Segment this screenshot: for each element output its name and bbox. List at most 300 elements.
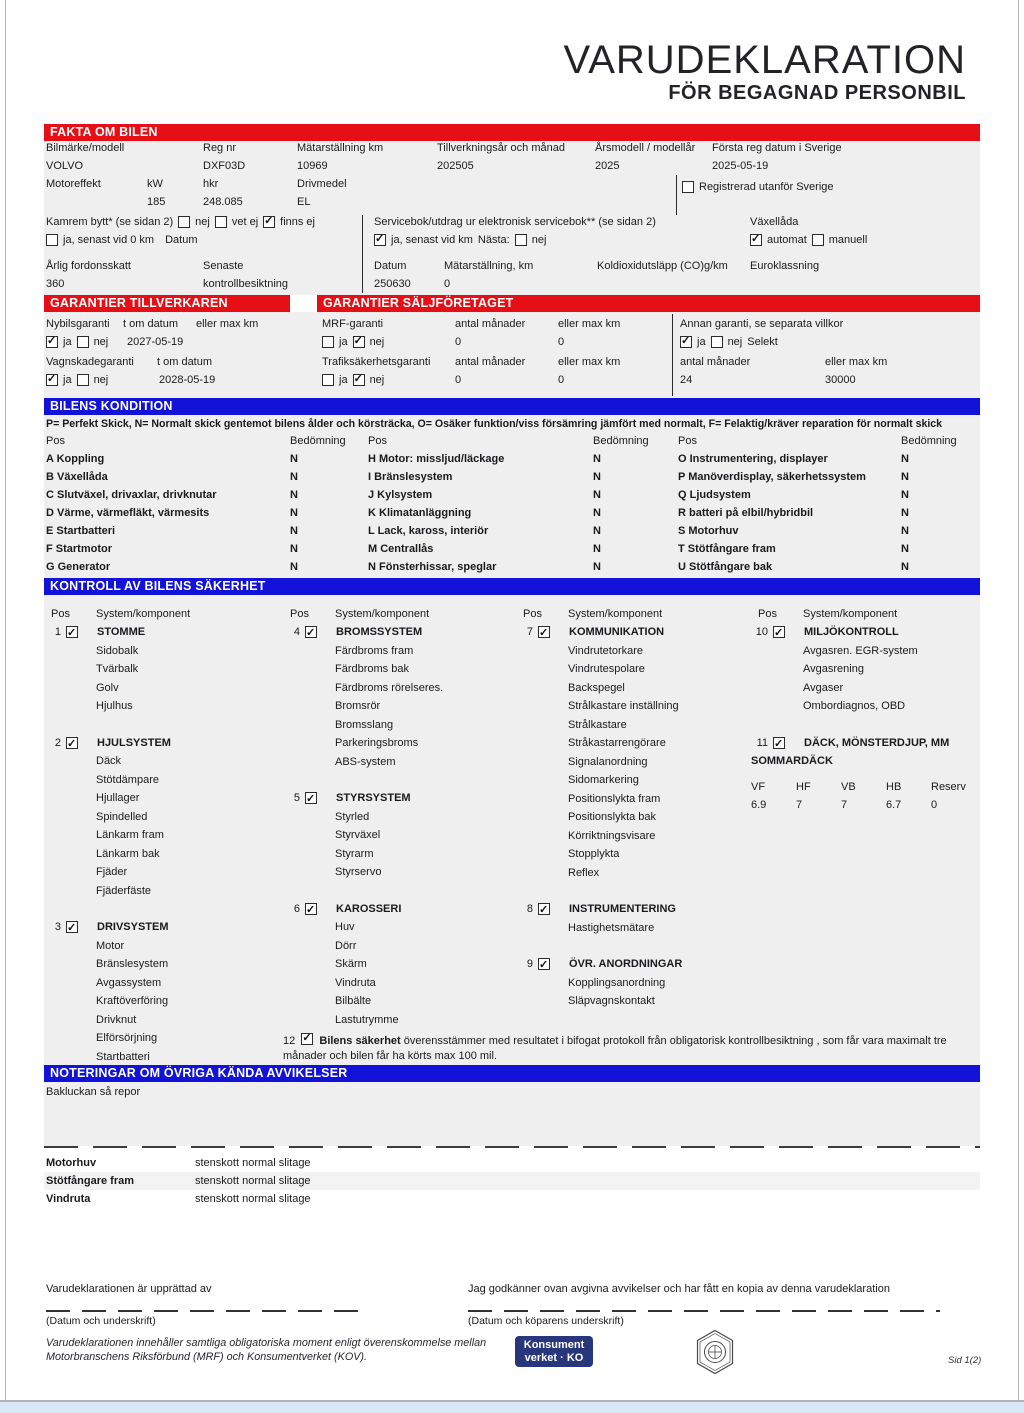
annan-ja-checkbox[interactable] — [680, 336, 692, 348]
servicebok-nej-label: nej — [531, 234, 547, 246]
inspection-label-2: kontrollbesiktning — [203, 278, 288, 290]
safety-group-checkbox[interactable] — [66, 921, 78, 933]
bedomning-header: Bedömning — [901, 435, 957, 447]
annan-months-value: 24 — [680, 374, 693, 386]
safety-group — [44, 918, 283, 1066]
kw-value: 185 — [147, 196, 166, 208]
field-label: antal månader — [455, 356, 526, 368]
condition-row — [46, 540, 368, 558]
safety-group-checkbox[interactable] — [773, 626, 785, 638]
safety-item: Styrarm — [335, 847, 374, 860]
safety-item: Färdbroms rörelseres. — [335, 681, 444, 694]
safety-group-header — [516, 623, 751, 642]
safety-group — [751, 734, 980, 814]
safety-group-checkbox[interactable] — [66, 737, 78, 749]
safety-pos: 6 — [293, 902, 300, 915]
safety-pos: 12 — [283, 1035, 296, 1047]
safety-item: Elförsörjning — [96, 1032, 158, 1044]
safety-item: Spindelled — [96, 810, 148, 823]
datum-label: Datum — [374, 260, 407, 272]
condition-grade: N — [290, 543, 298, 555]
registered-abroad-checkbox[interactable] — [682, 181, 694, 193]
section-header-garantier-tillverkaren: GARANTIER TILLVERKAREN — [44, 295, 290, 312]
safety-item: Fjäderfäste — [96, 884, 152, 897]
section-header-kondition: BILENS KONDITION — [44, 398, 980, 415]
note-row — [44, 1190, 980, 1208]
safety-item: Hjulhus — [96, 700, 133, 712]
condition-label: J Kylsystem — [368, 489, 433, 501]
safety-column — [283, 605, 516, 1084]
safety-group-subtitle: SOMMARDÄCK — [751, 755, 833, 767]
condition-label: Q Ljudsystem — [678, 489, 751, 501]
nybilsgaranti-ja-checkbox[interactable] — [46, 336, 58, 348]
condition-label: H Motor: missljud/läckage — [368, 453, 505, 465]
safety-item: Släpvagnskontakt — [568, 995, 655, 1007]
condition-row — [678, 468, 978, 486]
safety-item: Backspegel — [568, 681, 625, 694]
pos-header: Pos — [523, 608, 542, 620]
prepared-by-label: Varudeklarationen är upprättad av — [46, 1283, 212, 1295]
safety-group-header — [283, 623, 516, 642]
annan-garanti-label: Annan garanti, se separata villkor — [680, 318, 844, 330]
odometer-value: 10969 — [297, 160, 328, 172]
nej-label: nej — [93, 374, 109, 386]
note-row — [44, 1154, 980, 1172]
section-header-noteringar: NOTERINGAR OM ÖVRIGA KÄNDA AVVIKELSER — [44, 1065, 980, 1082]
safety-item: Strålkastare inställning — [568, 700, 679, 712]
nej-label: nej — [369, 374, 385, 386]
first-reg-value: 2025-05-19 — [712, 160, 769, 172]
safety-pos: 4 — [293, 626, 300, 638]
registered-abroad-row — [682, 181, 834, 193]
system-header: System/komponent — [803, 608, 898, 620]
condition-label: A Koppling — [46, 453, 105, 465]
fuel-value: EL — [297, 196, 311, 208]
safety-pos: 8 — [526, 903, 533, 915]
safety-group-checkbox[interactable] — [538, 958, 550, 970]
seller-signature-caption: (Datum och underskrift) — [46, 1315, 156, 1327]
trafik-nej-checkbox[interactable] — [353, 374, 365, 386]
sakerhet-section — [44, 595, 980, 1065]
safety-group-header — [44, 734, 283, 753]
safety-group-checkbox[interactable] — [305, 626, 317, 638]
condition-row — [368, 540, 678, 558]
safety-group-title: DRIVSYSTEM — [97, 921, 169, 933]
kondition-section — [44, 415, 980, 578]
document-title: VARUDEKLARATION — [563, 38, 966, 82]
condition-label: B Växellåda — [46, 471, 108, 483]
note-text: stenskott normal slitage — [195, 1175, 311, 1187]
condition-row — [46, 522, 368, 540]
safety-group-title: BROMSSYSTEM — [336, 626, 423, 638]
condition-column — [678, 432, 978, 576]
buyer-signature-caption: (Datum och köparens underskrift) — [468, 1315, 624, 1327]
annan-janej-row — [680, 336, 778, 348]
euro-label: Euroklassning — [750, 260, 820, 272]
safety-item: Länkarm bak — [96, 847, 160, 860]
condition-row — [678, 486, 978, 504]
ja-label: ja — [63, 374, 72, 386]
safety-pos: 5 — [293, 792, 300, 804]
safety-group-header — [516, 900, 751, 919]
tire-header-cell: Reserv — [931, 780, 966, 793]
condition-grade: N — [901, 543, 909, 555]
field-label: antal månader — [455, 318, 526, 330]
hkr-value: 248.085 — [203, 196, 243, 208]
field-label: Drivmedel — [297, 178, 347, 190]
note-part: Motorhuv — [46, 1157, 97, 1169]
window-bottom-bar — [0, 1400, 1024, 1413]
note-part: Vindruta — [46, 1193, 91, 1205]
regnr-value: DXF03D — [203, 160, 246, 172]
vagnskadegaranti-nej-checkbox[interactable] — [77, 374, 89, 386]
tire-header-cell: VB — [841, 780, 856, 793]
trafik-ja-checkbox[interactable] — [322, 374, 334, 386]
condition-label: E Startbatteri — [46, 525, 116, 537]
safety-item: Länkarm fram — [96, 829, 164, 841]
note-text: stenskott normal slitage — [195, 1157, 311, 1169]
bedomning-header: Bedömning — [593, 435, 649, 447]
condition-grade: N — [290, 489, 298, 501]
page-number: Sid 1(2) — [948, 1355, 982, 1366]
safety-item: Sidomarkering — [568, 774, 639, 786]
tire-value-row — [751, 796, 980, 814]
field-label: Mätarställning km — [297, 142, 384, 154]
servicebok-ja-checkbox[interactable] — [374, 234, 386, 246]
mrf-nej-checkbox[interactable] — [353, 336, 365, 348]
field-label: eller max km — [558, 356, 621, 368]
condition-row — [368, 486, 678, 504]
system-header: System/komponent — [96, 608, 191, 620]
kamrem-finnsej-label: finns ej — [280, 216, 315, 228]
sakerhet-columns — [44, 595, 980, 1084]
safety-group-header — [283, 789, 516, 808]
safety-item: Strålkastare — [568, 718, 627, 731]
safety-group — [516, 623, 751, 882]
safety-group-checkbox[interactable] — [773, 737, 785, 749]
condition-label: F Startmotor — [46, 543, 112, 555]
safety-column-header — [751, 605, 980, 623]
mrf-max-value: 0 — [558, 336, 565, 348]
condition-grade: N — [593, 543, 601, 555]
safety-pos: 10 — [755, 626, 768, 638]
annan-max-value: 30000 — [825, 374, 856, 386]
section-header-sakerhet: KONTROLL AV BILENS SÄKERHET — [44, 578, 980, 595]
nej-label: nej — [727, 336, 743, 348]
kamrem-label: Kamrem bytt* (se sidan 2) — [46, 216, 174, 228]
safety-pos: 2 — [54, 736, 61, 749]
safety-group-header — [283, 900, 516, 919]
kamrem-row — [46, 216, 315, 228]
condition-row — [678, 558, 978, 576]
condition-grade: N — [901, 525, 909, 537]
section-header-fakta: FAKTA OM BILEN — [44, 124, 980, 141]
form-content — [44, 0, 980, 1400]
safety-item12-text: överensstämmer med resultatet i bifogat protokoll från obligatorisk kontrollbesiktning , som får vara maximalt tre månader och bilen får ha körts max 100 mil. — [283, 1035, 947, 1062]
condition-grade: N — [290, 453, 298, 465]
condition-label: M Centrallås — [368, 543, 434, 555]
safety-column-header — [283, 605, 516, 623]
service-km-value: 0 — [444, 278, 451, 290]
safety-group-header — [44, 918, 283, 937]
condition-label: R batteri på elbil/hybridbil — [678, 507, 814, 519]
nybilsgaranti-datum-value: 2027-05-19 — [127, 336, 184, 348]
safety-group-header — [516, 955, 751, 974]
registered-abroad-label: Registrerad utanför Sverige — [699, 181, 834, 193]
brand-model-value: VOLVO — [46, 160, 84, 172]
konsumentverket-logo-line2: verket · KO — [524, 1352, 584, 1364]
condition-label: O Instrumentering, displayer — [678, 453, 828, 465]
safety-group — [44, 623, 283, 716]
safety-pos: 3 — [54, 921, 61, 933]
konsumentverket-logo — [515, 1336, 593, 1367]
safety-item: Vindrutetorkare — [568, 644, 644, 657]
condition-label: T Stötfångare fram — [678, 543, 776, 555]
safety-item: Körriktningsvisare — [568, 829, 656, 842]
condition-row — [46, 486, 368, 504]
buyer-signature-line[interactable] — [468, 1310, 940, 1312]
gearbox-label: Växellåda — [750, 216, 799, 228]
condition-row — [368, 558, 678, 576]
safety-item: Bilbälte — [335, 995, 372, 1007]
field-label: antal månader — [680, 356, 751, 368]
safety-pos: 1 — [54, 626, 61, 638]
notes-table — [44, 1154, 980, 1208]
condition-row — [46, 504, 368, 522]
mrf-logo — [694, 1329, 736, 1378]
safety-group — [283, 900, 516, 1030]
footer — [44, 1283, 980, 1393]
safety-item: Positionslykta bak — [568, 811, 657, 823]
legal-note: Varudeklarationen innehåller samtliga obligatoriska moment enligt överenskommelse mellan Motorbranschens Riksförbund (MRF) och Konsumentverket (KOV). — [46, 1337, 487, 1363]
ja-label: ja — [63, 336, 72, 348]
field-label: Första reg datum i Sverige — [712, 142, 842, 154]
km-label: Mätarställning, km — [444, 260, 534, 272]
safety-item: Skärm — [335, 958, 367, 970]
trafik-janej-row — [322, 374, 384, 386]
kamrem-finnsej-checkbox[interactable] — [263, 216, 275, 228]
condition-label: D Värme, värmefläkt, värmesits — [46, 507, 210, 519]
safety-group-checkbox[interactable] — [538, 903, 550, 915]
safety-item: Parkeringsbroms — [335, 737, 419, 749]
safety-item: Signalanordning — [568, 755, 648, 768]
kamrem-nej-checkbox[interactable] — [178, 216, 190, 228]
safety-group-header — [44, 623, 283, 642]
condition-row — [368, 468, 678, 486]
safety-item: Sidobalk — [96, 644, 139, 657]
kondition-table — [44, 432, 980, 576]
condition-label: L Lack, kaross, interiör — [368, 525, 489, 537]
gearbox-manuell-label: manuell — [828, 234, 868, 246]
kamrem-ja-checkbox[interactable] — [46, 234, 58, 246]
mrf-months-value: 0 — [455, 336, 462, 348]
fakta-section — [44, 141, 980, 295]
divider — [672, 314, 673, 396]
buyer-approval-text: Jag godkänner ovan avgivna avvikelser och har fått en kopia av denna varudeklaration — [468, 1283, 890, 1295]
condition-grade: N — [593, 525, 601, 537]
safety-item: Avgaser — [803, 681, 844, 694]
safety-item12-checkbox[interactable] — [301, 1033, 313, 1045]
condition-grade: N — [901, 561, 909, 573]
safety-group — [283, 789, 516, 882]
field-label: t om datum — [157, 356, 213, 368]
servicebok-label: Servicebok/utdrag ur elektronisk servicebok** (se sidan 2) — [374, 216, 656, 228]
condition-row — [46, 468, 368, 486]
condition-header-row — [368, 432, 678, 450]
safety-column — [44, 605, 283, 1084]
condition-grade: N — [290, 525, 298, 537]
safety-group-title: ÖVR. ANORDNINGAR — [569, 958, 683, 970]
condition-column — [368, 432, 678, 576]
safety-column-header — [516, 605, 751, 623]
safety-item: Hjullager — [96, 792, 140, 804]
tire-header-cell: HB — [886, 780, 902, 793]
condition-label: K Klimatanläggning — [368, 507, 472, 519]
safety-item: ABS-system — [335, 755, 396, 768]
noteringar-section — [44, 1082, 980, 1146]
tire-header-row — [751, 778, 980, 796]
safety-item: Styrled — [335, 810, 370, 823]
gearbox-automat-checkbox[interactable] — [750, 234, 762, 246]
field-label: Årsmodell / modellår — [595, 142, 696, 154]
pos-header: Pos — [368, 435, 387, 447]
divider — [362, 215, 363, 293]
annan-nej-checkbox[interactable] — [711, 336, 723, 348]
condition-label: I Bränslesystem — [368, 471, 453, 483]
condition-grade: N — [593, 489, 601, 501]
safety-item: Vindrutespolare — [568, 663, 645, 675]
kamrem-vetej-checkbox[interactable] — [215, 216, 227, 228]
safety-group-checkbox[interactable] — [538, 626, 550, 638]
inspection-label-1: Senaste — [203, 260, 244, 272]
safety-group-header — [751, 734, 980, 753]
safety-item: Avgasren. EGR-system — [803, 644, 918, 657]
safety-item: Huv — [335, 921, 355, 933]
condition-grade: N — [593, 471, 601, 483]
vagnskadegaranti-janej-row — [46, 374, 108, 386]
condition-row — [368, 522, 678, 540]
vagnskadegaranti-ja-checkbox[interactable] — [46, 374, 58, 386]
safety-item: Bränslesystem — [96, 958, 169, 970]
condition-label: U Stötfångare bak — [678, 561, 773, 573]
tire-header-cell: VF — [751, 780, 766, 793]
field-label: Tillverkningsår och månad — [437, 142, 565, 154]
condition-grade: N — [901, 471, 909, 483]
tire-value-cell: 6.9 — [751, 798, 767, 811]
trafik-months-value: 0 — [455, 374, 462, 386]
safety-item: Fjäder — [96, 866, 128, 878]
vagnskadegaranti-label: Vagnskadegaranti — [46, 356, 134, 368]
servicebok-nej-checkbox[interactable] — [515, 234, 527, 246]
safety-item: Stötdämpare — [96, 773, 159, 786]
safety-item: Färdbroms bak — [335, 663, 409, 675]
condition-row — [678, 504, 978, 522]
tire-value-cell: 7 — [796, 798, 803, 811]
condition-label: C Slutväxel, drivaxlar, drivknutar — [46, 489, 217, 501]
condition-grade: N — [290, 507, 298, 519]
page-right-border — [1018, 0, 1019, 1400]
mrf-ja-checkbox[interactable] — [322, 336, 334, 348]
notes-divider — [44, 1146, 980, 1148]
pos-header: Pos — [678, 435, 697, 447]
safety-group-title: INSTRUMENTERING — [569, 903, 676, 915]
kamrem-nej-label: nej — [195, 216, 210, 228]
ja-label: ja — [339, 374, 348, 386]
garantier-section — [44, 312, 980, 398]
field-label: kW — [147, 178, 163, 190]
condition-row — [678, 540, 978, 558]
safety-group-checkbox[interactable] — [305, 792, 317, 804]
safety-group-title: KOMMUNIKATION — [569, 626, 665, 638]
safety-item: Avgassystem — [96, 976, 162, 989]
ja-label: ja — [339, 336, 348, 348]
safety-item: Motor — [96, 939, 125, 952]
safety-item: Startbatteri — [96, 1050, 150, 1063]
condition-header-row — [678, 432, 978, 450]
safety-pos: 11 — [756, 736, 768, 749]
field-label: Reg nr — [203, 142, 237, 154]
condition-grade: N — [290, 471, 298, 483]
safety-item: Kopplingsanordning — [568, 976, 666, 989]
nybilsgaranti-nej-checkbox[interactable] — [77, 336, 89, 348]
gearbox-manuell-checkbox[interactable] — [812, 234, 824, 246]
system-header: System/komponent — [335, 608, 430, 620]
safety-item: Bromsslang — [335, 718, 394, 731]
safety-item: Stopplykta — [568, 848, 620, 860]
condition-row — [368, 504, 678, 522]
tire-header-cell: HF — [796, 780, 811, 793]
safety-item: Avgasrening — [803, 663, 864, 675]
safety-group-title: MILJÖKONTROLL — [804, 626, 899, 638]
tire-value-cell: 7 — [841, 798, 848, 811]
condition-grade: N — [593, 507, 601, 519]
safety-group-checkbox[interactable] — [66, 626, 78, 638]
safety-item: Bromsrör — [335, 700, 381, 712]
safety-item: Vindruta — [335, 976, 376, 989]
safety-item: Dörr — [335, 939, 357, 952]
safety-item: Ombordiagnos, OBD — [803, 700, 906, 712]
condition-grade: N — [290, 561, 298, 573]
annan-garanti-name: Selekt — [747, 336, 778, 348]
divider — [676, 175, 677, 215]
condition-grade: N — [593, 561, 601, 573]
tire-tread-table — [751, 778, 980, 814]
note-part: Stötfångare fram — [46, 1175, 135, 1187]
seller-signature-line[interactable] — [46, 1310, 370, 1312]
condition-label: P Manöverdisplay, säkerhetssystem — [678, 471, 866, 483]
kamrem-datum-label: Datum — [165, 234, 198, 246]
condition-grade: N — [901, 453, 909, 465]
bedomning-header: Bedömning — [290, 435, 346, 447]
safety-item: Drivknut — [96, 1013, 137, 1026]
condition-row — [368, 450, 678, 468]
condition-row — [678, 450, 978, 468]
nej-label: nej — [369, 336, 385, 348]
safety-group — [516, 900, 751, 937]
safety-group — [751, 623, 980, 716]
co2-label: Koldioxidutsläpp (CO)g/km — [597, 260, 728, 272]
safety-group-checkbox[interactable] — [305, 903, 317, 915]
safety-group-title: STOMME — [97, 626, 146, 638]
trafiksakerhetsgaranti-label: Trafiksäkerhetsgaranti — [322, 356, 431, 368]
condition-row — [46, 558, 368, 576]
trafik-max-value: 0 — [558, 374, 565, 386]
gearbox-row — [750, 234, 867, 246]
condition-label: G Generator — [46, 561, 111, 573]
ja-label: ja — [697, 336, 706, 348]
pos-header: Pos — [758, 608, 777, 620]
safety-pos: 7 — [526, 626, 533, 638]
